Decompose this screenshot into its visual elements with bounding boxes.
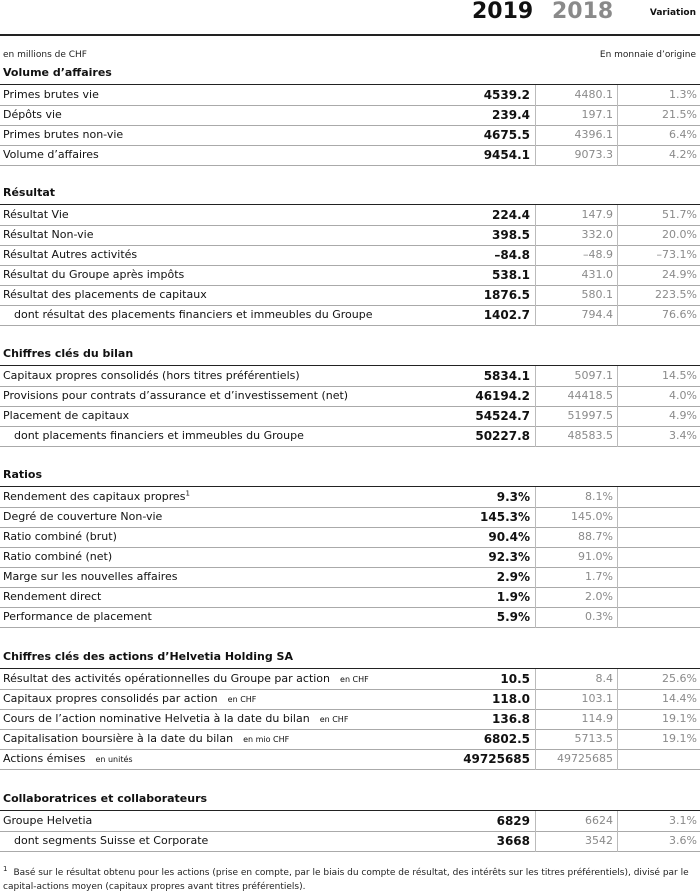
table-row [0,366,700,387]
value-2019: 1.9% [496,590,530,604]
row-label [3,811,92,831]
value-2019: 2.9% [496,570,530,584]
row-label [3,105,62,125]
row-label-text: Résultat Vie [3,208,69,221]
column-divider [617,386,618,407]
column-divider [535,749,536,770]
column-divider [535,426,536,447]
value-variation: 51.7% [662,208,697,221]
column-divider [535,366,536,387]
column-divider [535,607,536,628]
footnote [3,866,694,894]
column-divider [535,567,536,588]
value-2019: 145.3% [480,510,530,524]
row-label [3,607,152,627]
table-row [0,587,700,608]
column-divider [535,527,536,548]
section-title: Résultat [3,186,56,199]
value-variation: 3.4% [669,429,697,442]
column-divider [535,811,536,832]
row-label [14,426,304,446]
value-2019: 4539.2 [483,88,530,102]
row-label-text: dont placements financiers et immeubles du Groupe [14,429,304,442]
row-label [3,386,348,406]
column-divider [617,669,618,690]
column-divider [617,245,618,266]
table-row [0,305,700,326]
column-divider [617,567,618,588]
value-2019: 118.0 [492,692,530,706]
row-label-text: Ratio combiné (net) [3,550,113,563]
column-divider [617,811,618,832]
section-title: Chiffres clés des actions d’Helvetia Holding SA [3,650,293,663]
value-variation: 223.5% [655,288,697,301]
value-variation: 4.2% [669,148,697,161]
value-2018: 5713.5 [574,732,613,745]
row-label [3,567,178,587]
row-label-text: Rendement des capitaux propres [3,490,186,503]
table-row [0,105,700,126]
row-label [3,709,348,730]
footnote-ref: 1 [185,489,190,498]
value-2019: 224.4 [492,208,530,222]
value-2018: 114.9 [581,712,613,725]
value-2019: 54524.7 [475,409,530,423]
value-2018: 147.9 [581,208,613,221]
value-2018: 8.1% [585,490,613,503]
table-row [0,245,700,266]
value-variation: 3.6% [669,834,697,847]
column-divider [535,406,536,427]
table-row [0,567,700,588]
header-rule [0,34,700,36]
footnote-mark: 1 [3,865,8,873]
value-variation: 1.3% [669,88,697,101]
column-divider [617,366,618,387]
row-unit: en unités [95,755,133,764]
value-variation: 25.6% [662,672,697,685]
value-variation: 14.4% [662,692,697,705]
value-variation: 20.0% [662,228,697,241]
row-label-text: Capitaux propres consolidés par action [3,692,218,705]
row-label [3,265,184,285]
value-2019: –84.8 [494,248,530,262]
row-label [3,669,369,690]
column-divider [617,487,618,508]
row-label [3,487,190,507]
value-2019: 9.3% [496,490,530,504]
value-2019: 1876.5 [483,288,530,302]
value-2019: 90.4% [488,530,530,544]
row-label [3,406,129,426]
row-label-text: Placement de capitaux [3,409,130,422]
value-2018: 580.1 [581,288,613,301]
value-2019: 538.1 [492,268,530,282]
column-divider [535,125,536,146]
value-2018: 44418.5 [567,389,613,402]
value-variation: 19.1% [662,712,697,725]
row-label-text: Ratio combiné (brut) [3,530,117,543]
column-divider [535,729,536,750]
value-2018: 5097.1 [574,369,613,382]
row-label-text: Marge sur les nouvelles affaires [3,570,178,583]
column-divider [617,426,618,447]
row-unit: en CHF [319,715,349,724]
table-row [0,607,700,628]
value-2018: 4396.1 [574,128,613,141]
value-variation: 6.4% [669,128,697,141]
section-title: Volume d’affaires [3,66,112,79]
section-title: Chiffres clés du bilan [3,347,134,360]
table-row [0,426,700,447]
row-label-text: Résultat Non-vie [3,228,94,241]
column-divider [535,305,536,326]
column-divider [535,507,536,528]
column-divider [617,85,618,106]
row-label-text: Capitaux propres consolidés (hors titres préférentiels) [3,369,300,382]
value-variation: 3.1% [669,814,697,827]
row-label [3,547,112,567]
value-2018: 6624 [585,814,613,827]
table-row [0,689,700,710]
table-row [0,729,700,750]
value-2019: 5834.1 [483,369,530,383]
value-2019: 136.8 [492,712,530,726]
column-divider [617,225,618,246]
value-variation: 76.6% [662,308,697,321]
row-label-text: Résultat des activités opérationnelles du Groupe par action [3,672,331,685]
value-2018: 197.1 [581,108,613,121]
value-variation: 4.9% [669,409,697,422]
row-label [3,85,99,105]
row-label-text: Résultat Autres activités [3,248,138,261]
value-variation: 19.1% [662,732,697,745]
column-divider [535,587,536,608]
header-variation-label: Variation [649,8,696,18]
table-row [0,265,700,286]
table-row [0,225,700,246]
column-divider [617,285,618,306]
column-divider [617,831,618,852]
row-label [14,305,373,325]
row-label-text: Résultat des placements de capitaux [3,288,207,301]
currency-note: En monnaie d’origine [599,50,696,60]
row-label-text: Groupe Helvetia [3,814,93,827]
row-label [3,225,93,245]
value-2019: 6802.5 [483,732,530,746]
column-divider [617,709,618,730]
value-2019: 9454.1 [483,148,530,162]
value-2019: 10.5 [500,672,530,686]
row-label [3,285,207,305]
column-divider [535,85,536,106]
column-divider [535,265,536,286]
row-label-text: Performance de placement [3,610,152,623]
column-divider [535,669,536,690]
section-title: Collaboratrices et collaborateurs [3,792,208,805]
table-row [0,406,700,427]
table-row [0,205,700,226]
value-2019: 398.5 [492,228,530,242]
row-label-text: Primes brutes vie [3,88,99,101]
value-variation: –73.1% [656,248,697,261]
row-unit: en mio CHF [243,735,290,744]
row-label [3,689,256,710]
header-year-previous: 2018 [552,0,614,24]
column-divider [617,406,618,427]
row-label [3,145,99,165]
footnote-text: Basé sur le résultat obtenu pour les actions (prise en compte, par le biais du compte de résultat, des intérêts sur les titres préférentiels), divisé par le capital-actions moyen (capitaux propres avant titres préférentiels). [3,868,689,892]
column-divider [617,729,618,750]
table-row [0,285,700,306]
row-label [3,245,137,265]
row-label-text: Dépôts vie [3,108,62,121]
value-2018: 1.7% [585,570,613,583]
table-row [0,749,700,770]
value-2018: 51997.5 [567,409,613,422]
row-label-text: Primes brutes non-vie [3,128,124,141]
table-row [0,811,700,832]
header-year-current: 2019 [472,0,534,24]
section-title: Ratios [3,468,43,481]
row-unit: en CHF [227,695,257,704]
row-unit: en CHF [340,675,369,684]
value-2018: 88.7% [578,530,613,543]
table-row [0,85,700,106]
value-2018: 8.4 [595,672,613,685]
column-divider [535,709,536,730]
value-2018: –48.9 [583,248,613,261]
table-row [0,386,700,407]
row-label [3,749,133,770]
column-divider [535,285,536,306]
value-2018: 49725685 [557,752,613,765]
value-2019: 5.9% [496,610,530,624]
value-2018: 103.1 [581,692,613,705]
unit-note: en millions de CHF [3,50,87,60]
table-row [0,547,700,568]
table-row [0,527,700,548]
row-label [3,587,101,607]
column-divider [617,265,618,286]
table-row [0,507,700,528]
value-2019: 3668 [496,834,530,848]
row-label-text: Actions émises [3,752,86,765]
value-2018: 48583.5 [567,429,613,442]
value-2018: 794.4 [581,308,613,321]
value-2018: 9073.3 [574,148,613,161]
column-divider [617,145,618,166]
column-divider [617,507,618,528]
row-label [3,527,117,547]
row-label-text: Capitalisation boursière à la date du bilan [3,732,234,745]
value-2018: 0.3% [585,610,613,623]
column-divider [617,205,618,226]
column-divider [617,607,618,628]
column-divider [535,205,536,226]
column-divider [535,689,536,710]
column-divider [535,547,536,568]
value-2019: 49725685 [463,752,530,766]
row-label [3,366,300,386]
column-divider [535,225,536,246]
column-divider [617,125,618,146]
column-divider [617,587,618,608]
value-variation: 21.5% [662,108,697,121]
value-2018: 332.0 [581,228,613,241]
value-2018: 431.0 [581,268,613,281]
row-label-text: Résultat du Groupe après impôts [3,268,185,281]
value-variation: 24.9% [662,268,697,281]
row-label [3,125,123,145]
value-2018: 91.0% [578,550,613,563]
table-row [0,669,700,690]
column-divider [617,105,618,126]
row-label-text: Rendement direct [3,590,102,603]
row-label-text: Volume d’affaires [3,148,99,161]
value-2019: 239.4 [492,108,530,122]
column-divider [535,105,536,126]
row-label [3,205,69,225]
row-label-text: dont segments Suisse et Corporate [14,834,209,847]
row-label-text: Cours de l’action nominative Helvetia à la date du bilan [3,712,310,725]
column-divider [617,749,618,770]
value-2019: 4675.5 [483,128,530,142]
column-divider [617,689,618,710]
value-variation: 4.0% [669,389,697,402]
column-divider [535,145,536,166]
table-row [0,125,700,146]
column-divider [617,547,618,568]
column-divider [535,487,536,508]
row-label [3,507,162,527]
table-row [0,709,700,730]
table-row [0,145,700,166]
value-2018: 4480.1 [574,88,613,101]
value-2019: 6829 [496,814,530,828]
table-row [0,487,700,508]
row-label [3,729,289,750]
column-divider [617,305,618,326]
row-label [14,831,208,851]
column-divider [535,831,536,852]
row-label-text: dont résultat des placements financiers et immeubles du Groupe [14,308,373,321]
value-2018: 3542 [585,834,613,847]
value-2019: 46194.2 [475,389,530,403]
row-label-text: Degré de couverture Non-vie [3,510,163,523]
table-row [0,831,700,852]
value-2019: 50227.8 [475,429,530,443]
row-label-text: Provisions pour contrats d’assurance et d’investissement (net) [3,389,349,402]
value-2018: 145.0% [571,510,613,523]
column-divider [617,527,618,548]
value-2018: 2.0% [585,590,613,603]
value-2019: 92.3% [488,550,530,564]
value-2019: 1402.7 [483,308,530,322]
column-divider [535,245,536,266]
column-divider [535,386,536,407]
value-variation: 14.5% [662,369,697,382]
